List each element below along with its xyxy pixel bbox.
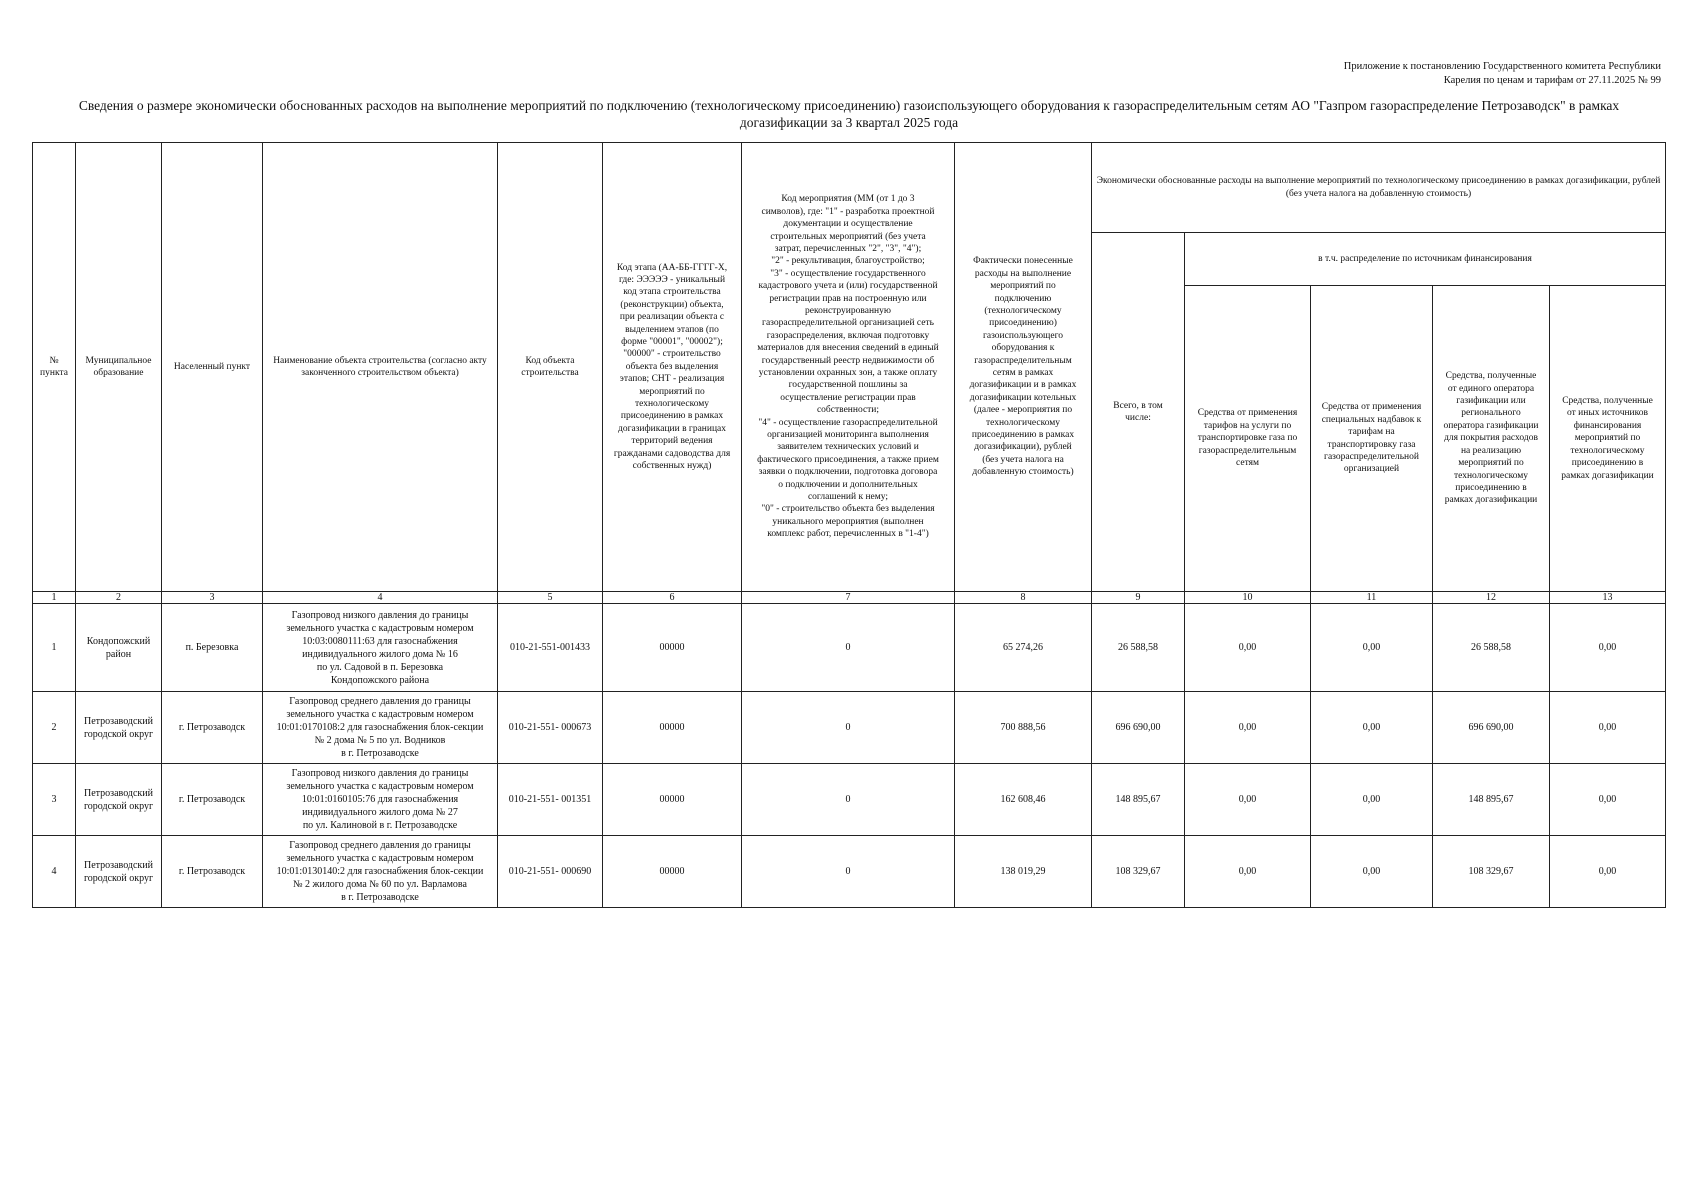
cell-tariff-funds: 0,00: [1185, 764, 1311, 836]
header-justified-expenses-group: Экономически обоснованные расходы на выполнение мероприятий по технологическому присоединению в рамках догазификации, рублей (без учета налога на добавленную стоимость): [1092, 143, 1666, 233]
cell-total: 26 588,58: [1092, 604, 1185, 692]
header-municipality: Муниципальное образование: [76, 143, 162, 592]
header-item-number: № пункта: [33, 143, 76, 592]
cell-object-code: 010-21-551- 000690: [498, 836, 603, 908]
cell-item-number: 2: [33, 692, 76, 764]
cell-operator-funds: 148 895,67: [1433, 764, 1550, 836]
cell-stage-code: 00000: [603, 604, 742, 692]
column-number: 5: [498, 592, 603, 604]
expenses-table: [32, 142, 1666, 908]
cell-event-code: 0: [742, 836, 955, 908]
cell-surcharge-funds: 0,00: [1311, 604, 1433, 692]
column-number: 12: [1433, 592, 1550, 604]
cell-other-funds: 0,00: [1550, 764, 1666, 836]
cell-item-number: 3: [33, 764, 76, 836]
column-number: 7: [742, 592, 955, 604]
appendix-note: Приложение к постановлению Государственного комитета Республики Карелия по ценам и тарифам от 27.11.2025 № 99: [1343, 61, 1661, 86]
header-financing-sources: в т.ч. распределение по источникам финансирования: [1185, 233, 1666, 286]
cell-other-funds: 0,00: [1550, 692, 1666, 764]
table-row: [33, 764, 1666, 836]
cell-object-name: Газопровод среднего давления до границы земельного участка с кадастровым номером 10:01:0130140:2 для газоснабжения блок-секции № 2 жилого дома № 60 по ул. Варламова в г. Петрозаводске: [263, 836, 498, 908]
header-stage-code: Код этапа (АА-ББ-ГГГГ-Х, где: ЭЭЭЭЭ - уникальный код этапа строительства (реконструкции) объекта, при реализации объекта с выделением этапов (по форме "00001", "00002"); "00000" - строительство объекта без выделения этапов; СНТ - реализация мероприятий по технологическому присоединению в рамках догазификации в границах территорий ведения гражданами садоводства для собственных нужд): [603, 143, 742, 592]
cell-other-funds: 0,00: [1550, 604, 1666, 692]
cell-operator-funds: 108 329,67: [1433, 836, 1550, 908]
table-row: [33, 604, 1666, 692]
cell-surcharge-funds: 0,00: [1311, 692, 1433, 764]
cell-item-number: 1: [33, 604, 76, 692]
column-number-row: [33, 592, 1666, 604]
cell-surcharge-funds: 0,00: [1311, 836, 1433, 908]
header-operator-funds: Средства, полученные от единого оператора газификации или регионального оператора газификации для покрытия расходов на реализацию мероприятий по технологическому присоединению в рамках догазификации: [1433, 286, 1550, 592]
cell-municipality: Кондопожский район: [76, 604, 162, 692]
header-actual-expenses: Фактически понесенные расходы на выполнение мероприятий по подключению (технологическому присоединению) газоиспользующего оборудования к газораспределительным сетям в рамках догазификации и в рамках догазификации котельных (далее - мероприятия по технологическому присоединению в рамках догазификации), рублей (без учета налога на добавленную стоимость): [955, 143, 1092, 592]
header-object-name: Наименование объекта строительства (согласно акту законченного строительством объекта): [263, 143, 498, 592]
cell-actual-expenses: 162 608,46: [955, 764, 1092, 836]
cell-object-code: 010-21-551- 000673: [498, 692, 603, 764]
cell-settlement: п. Березовка: [162, 604, 263, 692]
column-number: 3: [162, 592, 263, 604]
cell-total: 696 690,00: [1092, 692, 1185, 764]
cell-stage-code: 00000: [603, 692, 742, 764]
column-number: 10: [1185, 592, 1311, 604]
cell-object-code: 010-21-551- 001351: [498, 764, 603, 836]
cell-actual-expenses: 700 888,56: [955, 692, 1092, 764]
cell-event-code: 0: [742, 692, 955, 764]
cell-object-code: 010-21-551-001433: [498, 604, 603, 692]
column-number: 1: [33, 592, 76, 604]
header-other-funds: Средства, полученные от иных источников финансирования мероприятий по технологическому присоединению в рамках догазификации: [1550, 286, 1666, 592]
header-settlement: Населенный пункт: [162, 143, 263, 592]
cell-municipality: Петрозаводский городской округ: [76, 692, 162, 764]
cell-tariff-funds: 0,00: [1185, 836, 1311, 908]
cell-item-number: 4: [33, 836, 76, 908]
document-title: Сведения о размере экономически обоснованных расходов на выполнение мероприятий по подключению (технологическому присоединению) газоиспользующего оборудования к газораспределительным сетям АО "Газпром газораспределение Петрозаводск" в рамках догазификации за 3 квартал 2025 года: [78, 98, 1620, 130]
cell-total: 108 329,67: [1092, 836, 1185, 908]
header-total: Всего, в том числе:: [1092, 233, 1185, 592]
column-number: 13: [1550, 592, 1666, 604]
cell-total: 148 895,67: [1092, 764, 1185, 836]
table-row: [33, 692, 1666, 764]
cell-municipality: Петрозаводский городской округ: [76, 836, 162, 908]
cell-actual-expenses: 65 274,26: [955, 604, 1092, 692]
header-event-code: Код мероприятия (ММ (от 1 до 3 символов), где: "1" - разработка проектной документации и осуществление строительных мероприятий (без учета затрат, перечисленных "2", "3", "4"); "2" - рекультивация, благоустройство; "3" - осуществление государственного кадастрового учета и (или) государственной регистрации прав на построенную или реконструированную газораспределительной организацией сеть газораспределения, включая подготовку материалов для внесения сведений в единый государственный реестр недвижимости об установлении охранных зон, а также оплату государственной пошлины за осуществление регистрации прав собственности; "4" - осуществление газораспределительной организацией мониторинга выполнения заявителем технических условий и фактического присоединения, а также прием заявки о подключении, подготовка договора о подключении и дополнительных соглашений к нему; "0" - строительство объекта без выделения уникального мероприятия (выполнен комплекс работ, перечисленных в "1-4"): [742, 143, 955, 592]
cell-object-name: Газопровод среднего давления до границы земельного участка с кадастровым номером 10:01:0170108:2 для газоснабжения блок-секции № 2 дома № 5 по ул. Водников в г. Петрозаводске: [263, 692, 498, 764]
column-number: 2: [76, 592, 162, 604]
column-number: 6: [603, 592, 742, 604]
cell-operator-funds: 696 690,00: [1433, 692, 1550, 764]
cell-object-name: Газопровод низкого давления до границы земельного участка с кадастровым номером 10:03:0080111:63 для газоснабжения индивидуального жилого дома № 16 по ул. Садовой в п. Березовка Кондопожского района: [263, 604, 498, 692]
cell-municipality: Петрозаводский городской округ: [76, 764, 162, 836]
cell-event-code: 0: [742, 604, 955, 692]
cell-event-code: 0: [742, 764, 955, 836]
header-tariff-funds: Средства от применения тарифов на услуги по транспортировке газа по газораспределительным сетям: [1185, 286, 1311, 592]
cell-stage-code: 00000: [603, 836, 742, 908]
column-number: 9: [1092, 592, 1185, 604]
column-number: 11: [1311, 592, 1433, 604]
cell-surcharge-funds: 0,00: [1311, 764, 1433, 836]
header-surcharge-funds: Средства от применения специальных надбавок к тарифам на транспортировку газа газораспределительной организацией: [1311, 286, 1433, 592]
cell-stage-code: 00000: [603, 764, 742, 836]
cell-settlement: г. Петрозаводск: [162, 764, 263, 836]
column-number: 4: [263, 592, 498, 604]
cell-settlement: г. Петрозаводск: [162, 692, 263, 764]
header-object-code: Код объекта строительства: [498, 143, 603, 592]
cell-actual-expenses: 138 019,29: [955, 836, 1092, 908]
cell-operator-funds: 26 588,58: [1433, 604, 1550, 692]
column-number: 8: [955, 592, 1092, 604]
table-row: [33, 836, 1666, 908]
cell-tariff-funds: 0,00: [1185, 604, 1311, 692]
cell-settlement: г. Петрозаводск: [162, 836, 263, 908]
cell-object-name: Газопровод низкого давления до границы земельного участка с кадастровым номером 10:01:0160105:76 для газоснабжения индивидуального жилого дома № 27 по ул. Калиновой в г. Петрозаводске: [263, 764, 498, 836]
cell-tariff-funds: 0,00: [1185, 692, 1311, 764]
cell-other-funds: 0,00: [1550, 836, 1666, 908]
